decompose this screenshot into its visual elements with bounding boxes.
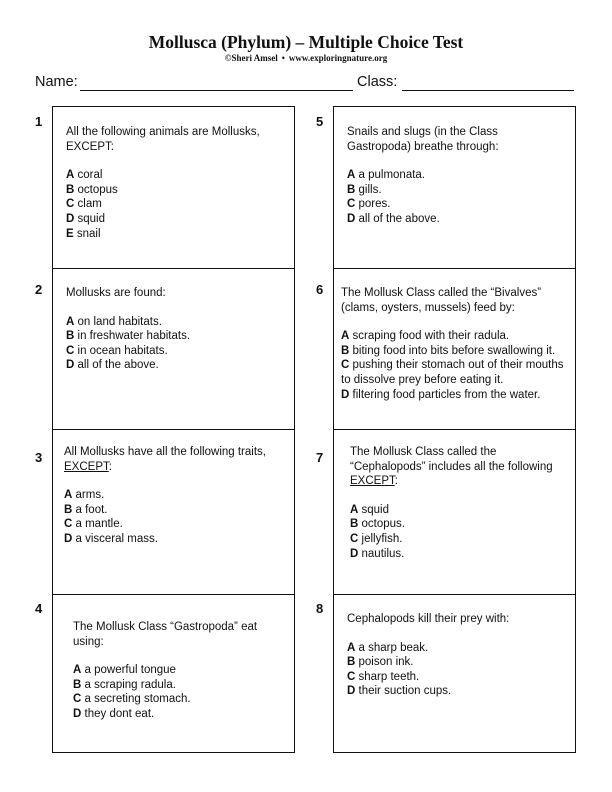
answer-option[interactable]: D nautilus.	[350, 547, 405, 560]
answer-options	[73, 663, 274, 721]
question-prompt: All the following animals are Mollusks, EXCEPT:	[66, 126, 260, 153]
name-class-row	[35, 74, 575, 94]
answer-option[interactable]: A coral	[66, 169, 103, 182]
question-prompt: Mollusks are found:	[66, 287, 166, 299]
answer-option[interactable]: B a scraping radula.	[73, 678, 176, 691]
answer-option[interactable]: A a sharp beak.	[347, 641, 429, 654]
answer-option[interactable]: A on land habitats.	[66, 315, 162, 328]
answer-option[interactable]: D all of the above.	[347, 212, 440, 225]
question-number: 4	[35, 601, 43, 616]
name-label: Name:	[35, 74, 78, 90]
answer-option[interactable]: A a powerful tongue	[73, 664, 176, 677]
question-box-1	[53, 107, 294, 268]
answer-options	[350, 503, 555, 561]
answer-option[interactable]: D filtering food particles from the water.	[341, 388, 541, 401]
website: www.exploringnature.org	[288, 53, 388, 63]
answer-option[interactable]: C in ocean habitats.	[66, 344, 168, 357]
answer-option[interactable]: B in freshwater habitats.	[66, 330, 191, 343]
question-box-2	[53, 268, 294, 429]
answer-option[interactable]: D squid	[66, 212, 106, 225]
answer-option[interactable]: B biting food into bits before swallowing it.	[341, 344, 556, 357]
answer-option[interactable]: B octopus.	[350, 518, 405, 531]
answer-option[interactable]: D all of the above.	[66, 359, 159, 372]
question-prompt: Cephalopods kill their prey with:	[347, 613, 510, 625]
answer-option[interactable]: D they dont eat.	[73, 707, 155, 720]
answer-options	[64, 488, 286, 546]
answer-option[interactable]: C pores.	[347, 198, 391, 211]
question-box-7	[334, 429, 575, 594]
answer-option[interactable]: B poison ink.	[347, 656, 414, 669]
question-number: 1	[35, 114, 43, 129]
question-number: 5	[316, 114, 324, 129]
answer-option[interactable]: B octopus	[66, 183, 118, 196]
answer-option[interactable]: D their suction cups.	[347, 685, 452, 698]
credit-line	[0, 53, 612, 63]
answer-option[interactable]: B gills.	[347, 183, 382, 196]
left-question-column	[52, 106, 295, 753]
question-box-3	[53, 429, 294, 594]
answer-option[interactable]: C sharp teeth.	[347, 670, 420, 683]
author: ©Sheri Amsel	[224, 53, 278, 63]
question-number: 2	[35, 282, 43, 297]
answer-options	[341, 329, 569, 402]
question-number: 3	[35, 450, 43, 465]
answer-option[interactable]: C pushing their stomach out of their mouths to dissolve prey before eating it.	[341, 359, 564, 386]
answer-option[interactable]: A arms.	[64, 489, 105, 502]
question-number: 7	[316, 450, 324, 465]
answer-option[interactable]: C clam	[66, 198, 102, 211]
question-prompt: All Mollusks have all the following traits, EXCEPT:	[64, 446, 266, 473]
answer-option[interactable]: A scraping food with their radula.	[341, 330, 510, 343]
question-box-5	[334, 107, 575, 268]
answer-option[interactable]: B a foot.	[64, 503, 108, 516]
answer-options	[66, 168, 284, 241]
question-prompt: Snails and slugs (in the Class Gastropoda) breathe through:	[347, 126, 499, 153]
answer-options	[66, 315, 284, 373]
answer-option[interactable]: C a mantle.	[64, 518, 123, 531]
question-prompt: The Mollusk Class called the “Bivalves” (clams, oysters, mussels) feed by:	[341, 287, 542, 314]
question-prompt: The Mollusk Class called the “Cephalopods” includes all the following EXCEPT:	[350, 446, 553, 488]
answer-option[interactable]: A squid	[350, 503, 390, 516]
class-field[interactable]	[402, 90, 574, 91]
question-box-6	[334, 268, 575, 429]
page-title: Mollusca (Phylum) – Multiple Choice Test	[148, 32, 464, 52]
question-box-8	[334, 594, 575, 752]
answer-options	[347, 168, 555, 226]
name-field[interactable]	[80, 90, 353, 91]
right-question-column	[333, 106, 576, 753]
question-number: 8	[316, 601, 324, 616]
answer-option[interactable]: E snail	[66, 227, 101, 240]
answer-option[interactable]: C jellyfish.	[350, 532, 403, 545]
answer-option[interactable]: A a pulmonata.	[347, 169, 426, 182]
answer-option[interactable]: D a visceral mass.	[64, 532, 158, 545]
question-number: 6	[316, 282, 324, 297]
question-prompt: The Mollusk Class “Gastropoda” eat using:	[73, 621, 258, 648]
answer-option[interactable]: C a secreting stomach.	[73, 693, 191, 706]
question-box-4	[53, 594, 294, 752]
bullet-separator: •	[281, 53, 285, 63]
class-label: Class:	[357, 74, 398, 90]
answer-options	[347, 641, 565, 699]
